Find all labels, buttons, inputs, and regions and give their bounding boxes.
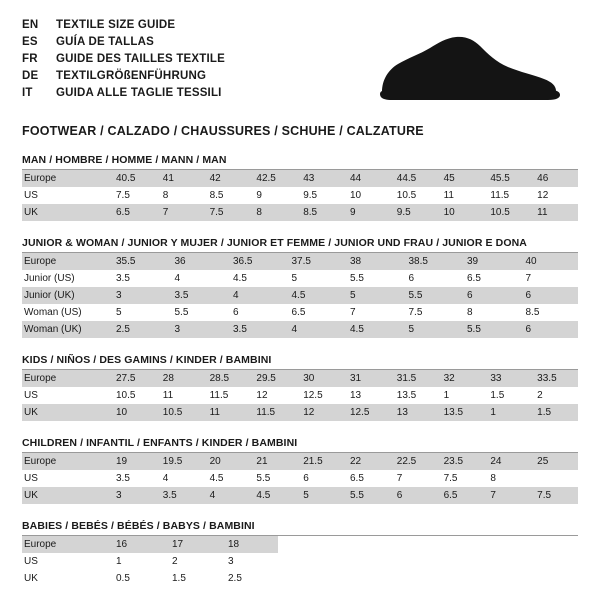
- size-cell: 12: [250, 387, 297, 404]
- size-cell: 3: [110, 287, 169, 304]
- size-cell: 19: [110, 453, 157, 470]
- size-cell: 7: [484, 487, 531, 504]
- size-cell: 3: [110, 487, 157, 504]
- language-code: DE: [22, 70, 39, 82]
- dress-shoe-icon: [374, 34, 564, 108]
- size-cell: 12: [297, 404, 344, 421]
- row-label: Europe: [22, 370, 110, 387]
- size-cell: 4: [286, 321, 345, 338]
- size-cell: 17: [166, 536, 222, 553]
- language-title: TEXTILE SIZE GUIDE: [56, 19, 176, 31]
- size-cell: 33: [484, 370, 531, 387]
- table-row: [22, 287, 578, 304]
- size-cell: 11: [438, 187, 485, 204]
- row-label: US: [22, 553, 110, 570]
- size-cell: 2.5: [110, 321, 169, 338]
- language-title: GUÍA DE TALLAS: [56, 36, 154, 48]
- size-cell: 31.5: [391, 370, 438, 387]
- size-cell: 6.5: [110, 204, 157, 221]
- size-cell: 1.5: [531, 404, 578, 421]
- block-title: CHILDREN / INFANTIL / ENFANTS / KINDER / BAMBINI: [22, 437, 578, 453]
- size-cell: 36.5: [227, 253, 286, 270]
- size-cell: 11.5: [484, 187, 531, 204]
- size-cell: 1: [110, 553, 166, 570]
- size-cell: 28.5: [204, 370, 251, 387]
- language-code: ES: [22, 36, 38, 48]
- size-cell: 8: [157, 187, 204, 204]
- size-cell: 23.5: [438, 453, 485, 470]
- size-cell: 33.5: [531, 370, 578, 387]
- size-cell: 6: [403, 270, 462, 287]
- size-cell: 3.5: [157, 487, 204, 504]
- size-cell: 37.5: [286, 253, 345, 270]
- table-row: [22, 536, 278, 553]
- size-cell: 3.5: [169, 287, 228, 304]
- size-cell: 3: [222, 553, 278, 570]
- size-cell: 10.5: [484, 204, 531, 221]
- row-label: UK: [22, 404, 110, 421]
- size-cell: 10.5: [157, 404, 204, 421]
- size-cell: 1.5: [166, 570, 222, 587]
- size-cell: 10.5: [110, 387, 157, 404]
- size-cell: 10: [438, 204, 485, 221]
- size-cell: 4: [227, 287, 286, 304]
- row-label: Europe: [22, 536, 110, 553]
- size-cell: 5: [403, 321, 462, 338]
- size-cell: 12.5: [297, 387, 344, 404]
- size-cell: 4: [204, 487, 251, 504]
- size-cell: 13: [391, 404, 438, 421]
- language-title: GUIDE DES TAILLES TEXTILE: [56, 53, 225, 65]
- table-row: [22, 304, 578, 321]
- table-row: [22, 321, 578, 338]
- size-cell: 6.5: [286, 304, 345, 321]
- row-label: Woman (US): [22, 304, 110, 321]
- block-title: JUNIOR & WOMAN / JUNIOR Y MUJER / JUNIOR ET FEMME / JUNIOR UND FRAU / JUNIOR E DONA: [22, 237, 578, 253]
- table-row: [22, 487, 578, 504]
- size-cell: 5: [344, 287, 403, 304]
- size-cell: 10: [110, 404, 157, 421]
- size-cell: 25: [531, 453, 578, 470]
- size-cell: 8.5: [204, 187, 251, 204]
- row-label: US: [22, 470, 110, 487]
- size-cell: 1.5: [484, 387, 531, 404]
- size-cell: 13: [344, 387, 391, 404]
- size-cell: 45: [438, 170, 485, 187]
- table-row: [22, 204, 578, 221]
- size-cell: 16: [110, 536, 166, 553]
- size-cell: 4.5: [250, 487, 297, 504]
- size-cell: 3: [169, 321, 228, 338]
- table-row: [22, 404, 578, 421]
- size-cell: 13.5: [391, 387, 438, 404]
- row-label: US: [22, 187, 110, 204]
- row-label: Europe: [22, 453, 110, 470]
- language-title: TEXTILGRÖßENFÜHRUNG: [56, 70, 207, 82]
- table-row: [22, 270, 578, 287]
- table-row: [22, 370, 578, 387]
- size-block-junior-woman: [22, 237, 578, 338]
- size-cell: 6: [297, 470, 344, 487]
- table-row: [22, 187, 578, 204]
- size-cell: 35.5: [110, 253, 169, 270]
- size-cell: 0.5: [110, 570, 166, 587]
- size-cell: 7: [520, 270, 579, 287]
- table-row: [22, 453, 578, 470]
- size-cell: 2: [166, 553, 222, 570]
- size-cell: 7: [391, 470, 438, 487]
- size-cell: 39: [461, 253, 520, 270]
- size-cell: 4.5: [344, 321, 403, 338]
- size-cell: 5: [110, 304, 169, 321]
- size-cell: 5: [297, 487, 344, 504]
- table-row: [22, 387, 578, 404]
- size-table: [22, 453, 578, 504]
- size-cell: 27.5: [110, 370, 157, 387]
- size-block-kids: [22, 354, 578, 421]
- row-label: UK: [22, 570, 110, 587]
- size-table: [22, 253, 578, 338]
- size-cell: 5.5: [169, 304, 228, 321]
- size-cell: 42: [204, 170, 251, 187]
- size-cell: 7: [157, 204, 204, 221]
- size-cell: 10.5: [391, 187, 438, 204]
- table-row: [22, 470, 578, 487]
- row-label: Europe: [22, 253, 110, 270]
- language-row: [22, 35, 225, 52]
- size-cell: 6: [391, 487, 438, 504]
- size-cell: 7.5: [403, 304, 462, 321]
- size-cell: 11: [531, 204, 578, 221]
- size-cell: 21.5: [297, 453, 344, 470]
- size-cell: 28: [157, 370, 204, 387]
- document-header: [22, 18, 578, 110]
- size-block-babies: [22, 520, 578, 587]
- size-cell: 45.5: [484, 170, 531, 187]
- size-table: [22, 370, 578, 421]
- size-cell: 42.5: [250, 170, 297, 187]
- size-cell: 11.5: [204, 387, 251, 404]
- size-cell: 11: [157, 387, 204, 404]
- row-label: Junior (US): [22, 270, 110, 287]
- size-cell: 7.5: [110, 187, 157, 204]
- language-code: IT: [22, 87, 33, 99]
- size-cell: 40.5: [110, 170, 157, 187]
- size-cell: 43: [297, 170, 344, 187]
- size-cell: 4: [157, 470, 204, 487]
- size-cell: [531, 470, 578, 487]
- size-cell: 30: [297, 370, 344, 387]
- size-cell: 8: [484, 470, 531, 487]
- size-cell: 8.5: [520, 304, 579, 321]
- size-cell: 11: [204, 404, 251, 421]
- table-row: [22, 570, 278, 587]
- size-cell: 6: [461, 287, 520, 304]
- block-title: MAN / HOMBRE / HOMME / MANN / MAN: [22, 154, 578, 170]
- size-cell: 20: [204, 453, 251, 470]
- size-cell: 13.5: [438, 404, 485, 421]
- size-cell: 40: [520, 253, 579, 270]
- size-cell: 22: [344, 453, 391, 470]
- size-cell: 11.5: [250, 404, 297, 421]
- row-label: UK: [22, 487, 110, 504]
- size-cell: 4: [169, 270, 228, 287]
- table-row: [22, 253, 578, 270]
- size-cell: 1: [484, 404, 531, 421]
- row-label: Junior (UK): [22, 287, 110, 304]
- table-row: [22, 553, 278, 570]
- size-cell: 3.5: [227, 321, 286, 338]
- size-cell: 44.5: [391, 170, 438, 187]
- row-label: US: [22, 387, 110, 404]
- size-cell: 7: [344, 304, 403, 321]
- row-label: Europe: [22, 170, 110, 187]
- size-cell: 9.5: [297, 187, 344, 204]
- size-cell: 6.5: [461, 270, 520, 287]
- language-code: EN: [22, 19, 39, 31]
- size-cell: 5: [286, 270, 345, 287]
- size-cell: 7.5: [204, 204, 251, 221]
- size-cell: 6: [227, 304, 286, 321]
- size-cell: 1: [438, 387, 485, 404]
- size-cell: 6.5: [344, 470, 391, 487]
- size-cell: 7.5: [531, 487, 578, 504]
- size-cell: 44: [344, 170, 391, 187]
- size-cell: 12.5: [344, 404, 391, 421]
- size-cell: 9: [250, 187, 297, 204]
- size-cell: 21: [250, 453, 297, 470]
- language-code: FR: [22, 53, 38, 65]
- size-cell: 4.5: [286, 287, 345, 304]
- size-cell: 6.5: [438, 487, 485, 504]
- size-table: [22, 536, 278, 587]
- language-row: [22, 69, 225, 86]
- size-cell: 2.5: [222, 570, 278, 587]
- size-cell: 29.5: [250, 370, 297, 387]
- size-cell: 22.5: [391, 453, 438, 470]
- size-cell: 46: [531, 170, 578, 187]
- size-cell: 8: [250, 204, 297, 221]
- size-cell: 8.5: [297, 204, 344, 221]
- size-cell: 10: [344, 187, 391, 204]
- size-cell: 24: [484, 453, 531, 470]
- row-label: UK: [22, 204, 110, 221]
- size-cell: 4.5: [227, 270, 286, 287]
- size-cell: 9.5: [391, 204, 438, 221]
- size-cell: 36: [169, 253, 228, 270]
- size-cell: 5.5: [344, 487, 391, 504]
- language-row: [22, 18, 225, 35]
- category-title: FOOTWEAR / CALZADO / CHAUSSURES / SCHUHE / CALZATURE: [22, 124, 424, 138]
- size-cell: 5.5: [461, 321, 520, 338]
- size-cell: 3.5: [110, 270, 169, 287]
- size-cell: 38: [344, 253, 403, 270]
- size-block-man: [22, 154, 578, 221]
- size-cell: 41: [157, 170, 204, 187]
- size-cell: 19.5: [157, 453, 204, 470]
- size-cell: 5.5: [250, 470, 297, 487]
- size-cell: 6: [520, 321, 579, 338]
- block-title: BABIES / BEBÉS / BÉBÉS / BABYS / BAMBINI: [22, 520, 578, 536]
- size-cell: 18: [222, 536, 278, 553]
- size-cell: 5.5: [344, 270, 403, 287]
- size-cell: 31: [344, 370, 391, 387]
- size-cell: 4.5: [204, 470, 251, 487]
- table-row: [22, 170, 578, 187]
- size-cell: 7.5: [438, 470, 485, 487]
- size-cell: 6: [520, 287, 579, 304]
- language-row: [22, 52, 225, 69]
- row-label: Woman (UK): [22, 321, 110, 338]
- size-cell: 12: [531, 187, 578, 204]
- size-cell: 3.5: [110, 470, 157, 487]
- size-cell: 9: [344, 204, 391, 221]
- size-block-children: [22, 437, 578, 504]
- block-title: KIDS / NIÑOS / DES GAMINS / KINDER / BAMBINI: [22, 354, 578, 370]
- size-cell: 32: [438, 370, 485, 387]
- language-title-list: [22, 18, 225, 103]
- size-cell: 8: [461, 304, 520, 321]
- size-cell: 5.5: [403, 287, 462, 304]
- size-cell: 2: [531, 387, 578, 404]
- size-cell: 38.5: [403, 253, 462, 270]
- language-row: [22, 86, 225, 103]
- language-title: GUIDA ALLE TAGLIE TESSILI: [56, 87, 222, 99]
- size-table: [22, 170, 578, 221]
